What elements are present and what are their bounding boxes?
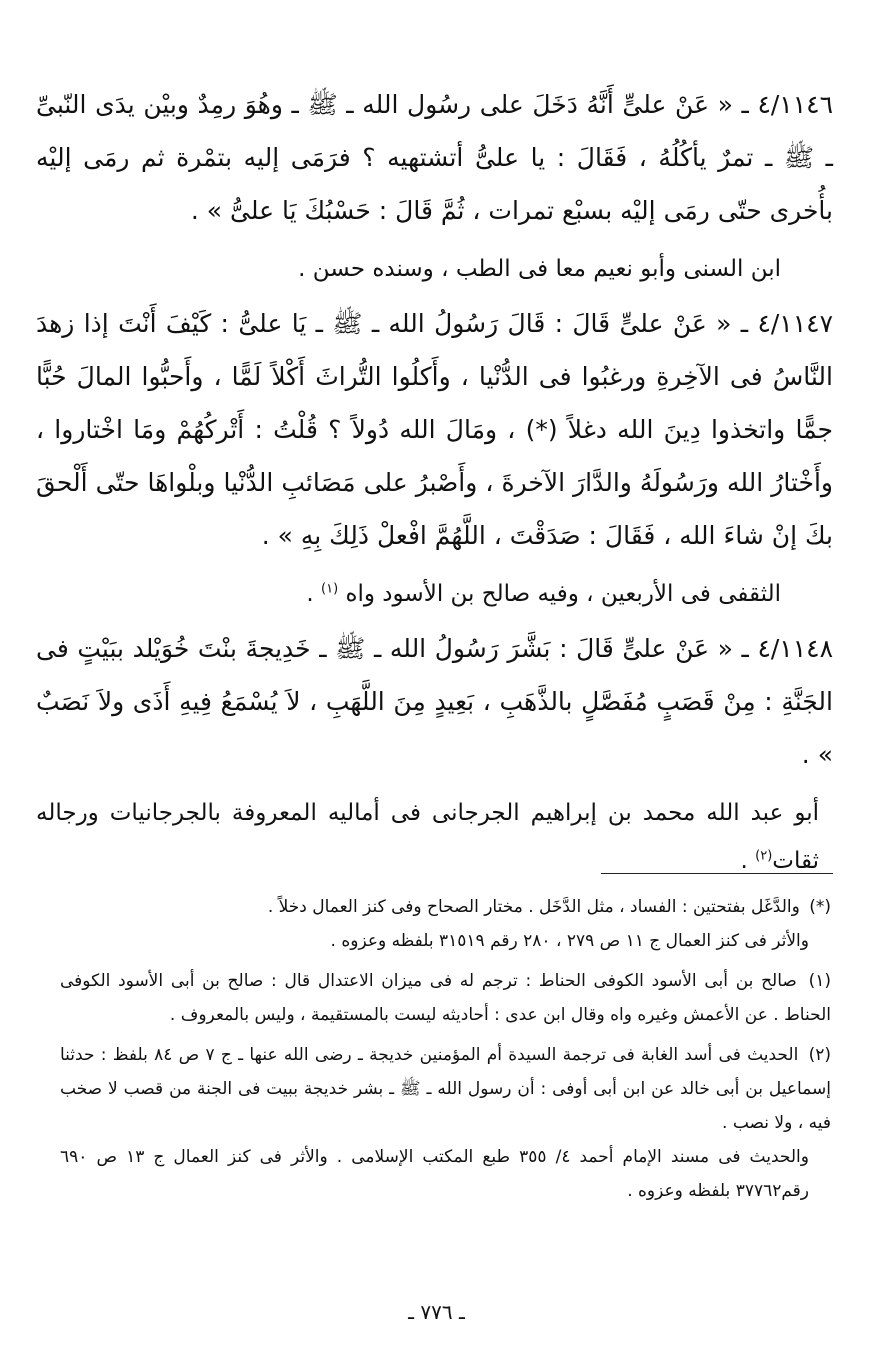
hadith-1147: ٤/١١٤٧ ـ « عَنْ علىٍّ قَالَ : قَالَ رَسُولُ الله ـ ﷺ ـ يَا علىُّ : كَيْفَ أَنْتَ إذا زهدَ النَّاسُ فى الآخِرةِ ورغبُوا فى الدُّنْيا ، وأَكلُوا التُّراثَ أَكْلاً لَمًّا ، وأَحبُّوا المالَ حُبًّا جمًّا واتخذوا دِينَ الله دغلاً (*) ، ومَالَ الله دُولاً ؟ قُلْتُ : أَتْركُهُمْ ومَا اخْتاروا ، وأَخْتارُ الله ورَسُولَهُ والدَّارَ الآخرةَ ، وأَصْبرُ على مَصَائبِ الدُّنْيا وبلْواهَا حتّى أَلْحقَ بكَ إنْ شاءَ الله ، فَقَالَ : صَدَقْتَ ، اللَّهُمَّ افْعلْ ذَلِكَ بِهِ » . xyxy=(36,309,833,550)
footnote-text: الحديث فى أسد الغابة فى ترجمة السيدة أم المؤمنين خديجة ـ رضى الله عنها ـ ج ٧ ص ٨٤ بلفظ : حدثنا إسماعيل بن أبى خالد عن ابن أبى أوفى : أن رسول الله ـ ﷺ ـ بشر خديجة ببيت فى الجنة من قصب لا صخب فيه ، ولا نصب . xyxy=(60,1045,831,1133)
footnote-ref-2: (٢) xyxy=(755,848,773,864)
footnote-2 xyxy=(60,1038,831,1208)
source-1148-text: أبو عبد الله محمد بن إبراهيم الجرجانى فى أماليه المعروفة بالجرجانيات ورجاله ثقات xyxy=(36,800,819,874)
source-1147-text: الثقفى فى الأربعين ، وفيه صالح بن الأسود واه xyxy=(345,581,781,607)
footnote-marker: (١) xyxy=(808,971,831,991)
source-1146: ابن السنى وأبو نعيم معا فى الطب ، وسنده حسن . xyxy=(298,256,781,282)
source-1147 xyxy=(36,570,833,618)
footnote-1 xyxy=(60,964,831,1032)
footnote-marker: (*) xyxy=(809,897,831,917)
hadith-1146: ٤/١١٤٦ ـ « عَنْ علىٍّ أَنَّهُ دَخَلَ على رسُول الله ـ ﷺ ـ وهُوَ رمِدٌ وبيْن يدَى النّبىِّ ـ ﷺ ـ تمرٌ يأكُلُهُ ، فَقَالَ : يا علىُّ أتشتهيه ؟ فرَمَى إليه بتمْرة ثم رمَى إليْه بأُخرى حتّى رمَى إليْه بسبْع تمرات ، ثُمَّ قَالَ : حَسْبُكَ يَا علىُّ » . xyxy=(36,90,833,225)
footnote-continuation: والأثر فى كنز العمال ج ١١ ص ٢٧٩ ، ٢٨٠ رقم ٣١٥١٩ بلفظه وعزوه . xyxy=(330,931,809,951)
footnote-text: صالح بن أبى الأسود الكوفى الحناط : ترجم له فى ميزان الاعتدال قال : صالح بن أبى الأسود الكوفى الحناط . عن الأعمش وغيره واه وقال ابن عدى : أحاديثه ليست بالمستقيمة ، وليس بالمعروف . xyxy=(60,971,831,1025)
source-1147-end: . xyxy=(306,581,321,607)
hadith-1148: ٤/١١٤٨ ـ « عَنْ علىٍّ قَالَ : بَشَّرَ رَسُولُ الله ـ ﷺ ـ خَدِيجةَ بنْتَ خُوَيْلد ببَيْتٍ فى الجَنَّةِ : مِنْ قَصَبٍ مُفَصَّلٍ بالذَّهَبِ ، بَعِيدٍ مِنَ اللَّهَبِ ، لاَ يُسْمَعُ فِيهِ أَذَى ولاَ نَصَبٌ » . xyxy=(36,634,833,769)
footnotes xyxy=(60,890,831,1214)
footnote-marker: (٢) xyxy=(808,1045,832,1065)
footnote-ref-1: (١) xyxy=(321,581,339,597)
footnote-continuation: والحديث فى مسند الإمام أحمد ٤/ ٣٥٥ طبع المكتب الإسلامى . والأثر فى كنز العمال ج ١٣ ص ٦٩٠ رقم٣٧٧٦٢ بلفظه وعزوه . xyxy=(60,1147,809,1201)
footnote-divider xyxy=(601,873,833,874)
source-1148 xyxy=(36,789,833,885)
page-number: ـ ٧٧٦ ـ xyxy=(408,1300,465,1324)
footnote-star xyxy=(60,890,831,958)
main-text xyxy=(36,78,833,885)
footnote-text: والدَّغَل بفتحتين : الفساد ، مثل الدَّخَل . مختار الصحاح وفى كنز العمال دخلاً . xyxy=(267,897,800,917)
source-1148-end: . xyxy=(740,848,756,874)
